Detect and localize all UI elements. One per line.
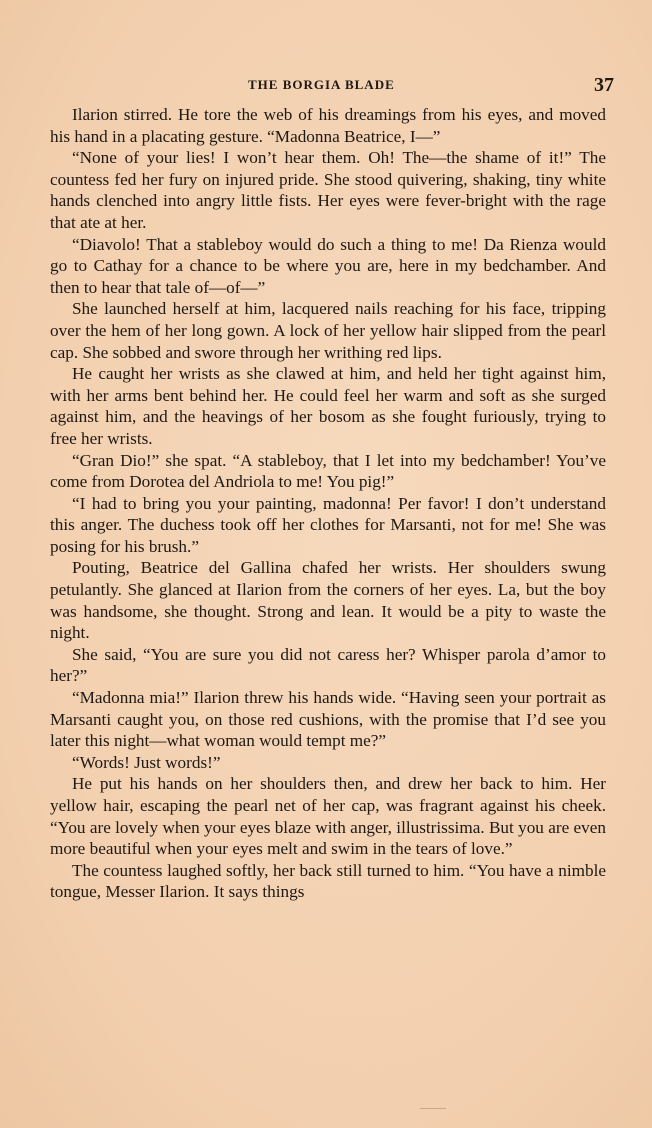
paragraph: “None of your lies! I won’t hear them. Oh! The—the shame of it!” The countess fed her fury on injured pride. She stood quivering, shaking, tiny white hands clenched into angry little fists. Her eyes were fever-bright with the rage that ate at her.	[50, 148, 606, 232]
body-text	[50, 104, 606, 903]
paragraph: “Gran Dio!” she spat. “A stableboy, that I let into my bedchamber! You’ve come from Dorotea del Andriola to me! You pig!”	[50, 450, 606, 492]
paragraph: “Words! Just words!”	[72, 752, 221, 772]
page-number: 37	[594, 74, 614, 96]
paragraph: He put his hands on her shoulders then, and drew her back to him. Her yellow hair, escaping the pearl net of her cap, was fragrant against his cheek. “You are lovely when your eyes blaze with anger, illustrissima. But you are even more beautiful when your eyes melt and swim in the tears of love.”	[50, 774, 606, 859]
paragraph: “Madonna mia!” Ilarion threw his hands wide. “Having seen your portrait as Marsanti caught you, on those red cushions, with the promise that I’d see you later this night—what woman would tempt me?”	[50, 688, 606, 751]
paragraph: “I had to bring you your painting, madonna! Per favor! I don’t understand this anger. The duchess took off her clothes for Marsanti, not for me! She was posing for his brush.”	[50, 493, 606, 556]
paragraph: She launched herself at him, lacquered nails reaching for his face, tripping over the hem of her long gown. A lock of her yellow hair slipped from the pearl cap. She sobbed and swore through her writhing red lips.	[50, 299, 606, 362]
page-header	[48, 74, 614, 98]
page-smudge	[420, 1108, 446, 1109]
running-title: THE BORGIA BLADE	[248, 77, 395, 92]
paragraph: He caught her wrists as she clawed at him, and held her tight against him, with her arms bent behind her. He could feel her warm and soft as she surged against him, and the heavings of her bosom as she fought furiously, trying to free her wrists.	[50, 364, 606, 448]
paragraph: Pouting, Beatrice del Gallina chafed her wrists. Her shoulders swung petulantly. She glanced at Ilarion from the corners of her eyes. La, but the boy was handsome, she thought. Strong and lean. It would be a pity to waste the night.	[50, 558, 606, 643]
paragraph: Ilarion stirred. He tore the web of his dreamings from his eyes, and moved his hand in a placating gesture. “Madonna Beatrice, I—”	[50, 105, 606, 146]
paragraph: The countess laughed softly, her back still turned to him. “You have a nimble tongue, Messer Ilarion. It says things	[50, 860, 606, 902]
paragraph: She said, “You are sure you did not caress her? Whisper parola d’amor to her?”	[50, 644, 606, 686]
paragraph: “Diavolo! That a stableboy would do such a thing to me! Da Rienza would go to Cathay for a chance to be where you are, here in my bedchamber. And then to hear that tale of—of—”	[50, 234, 606, 297]
